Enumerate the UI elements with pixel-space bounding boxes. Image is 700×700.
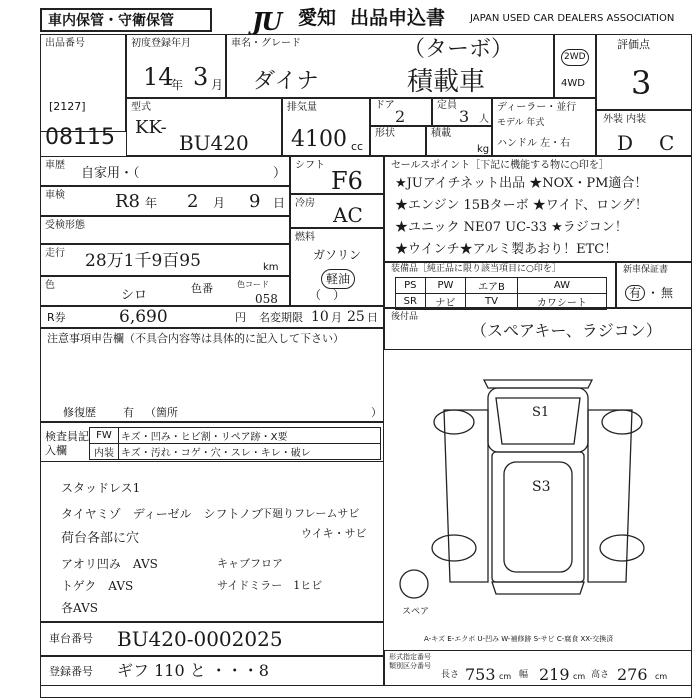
notes-box [40,328,384,422]
type-box [126,98,282,156]
capacity-box [432,98,492,126]
drive-box [554,34,596,98]
dimensions-box [384,650,692,686]
sales-point-line: ★エンジン 15Bターボ ★ワイド、ロング！ [395,198,648,213]
diagram-s3: S3 [532,479,551,495]
wheel-fr [602,410,642,434]
shift-value: F6 [331,167,363,195]
grade-note: （ターボ） [403,37,514,62]
shaken-era: R8 [115,191,141,212]
handle-label: ハンドル 左・右 [497,138,571,149]
equip-tv: TV [466,294,518,310]
inspector-note: 荷台各部に穴 [61,531,140,546]
warranty-sep: ・ [647,286,660,300]
car-name-box [226,34,554,98]
inspector-interior: 内装 [90,444,119,460]
shaken-year-unit: 年 [145,196,158,210]
shaken-box [40,186,290,216]
notes-label: 注意事項申告欄（不具合内容等は具体的に記入して下さい） [47,332,344,345]
fuel-paren: （ ） [309,288,346,302]
inspector-note-right: サイドミラー 1ヒビ [217,579,323,592]
right-side [588,410,632,582]
shape-box [370,126,426,156]
diagram-box [384,350,692,650]
color-code: 058 [255,292,278,306]
color-value: シロ [121,288,148,303]
color-code-label: 色コード [237,280,269,289]
inspector-note-right: キャブフロア [217,557,283,570]
cc-unit: cc [351,140,364,153]
chassis-value: BU420-0002025 [117,627,283,651]
person-unit: 人 [479,114,489,125]
registration-value: ギフ 110 と ・・・8 [117,661,269,680]
wheel-fl [434,410,474,434]
r-ticket-value: 6,690 [119,307,168,327]
kg-unit: kg [477,144,490,155]
inspector-note: トゲク AVS [61,579,134,593]
shaken-day-unit: 日 [273,196,286,210]
shift-box [290,156,384,194]
first-reg-year: 14 [143,63,174,91]
equip-airbag: エアB [466,278,518,294]
warranty-box [616,262,692,308]
car-name-label: 車名・グレード [231,38,301,49]
lot-bracket: [2127] [49,100,86,113]
height-value: 276 [617,665,648,684]
first-reg-month: 3 [193,63,209,91]
form-title: 出品申込書 [350,7,446,29]
capacity-value: 3 [459,107,470,126]
length-label: 長さ [441,670,460,680]
inspector-note: スタッドレス1 [61,481,141,495]
dealer-label: ディーラー・並行 [497,102,577,113]
lot-box [40,34,126,150]
shaken-month-unit: 月 [213,196,226,210]
inspect-type-label: 受検形態 [45,220,85,231]
name-change-month: 10 [311,309,329,325]
history-box [40,156,290,186]
width-label: 幅 [519,670,529,680]
fuel-label: 燃料 [295,232,315,243]
chassis-box [40,622,384,656]
name-change-month-unit: 月 [331,311,342,324]
shaken-label: 車検 [45,190,65,201]
inspector-notes-box [40,462,384,622]
mileage-box [40,244,290,276]
equipment-grid [395,277,607,310]
mileage-value: 28万1千9百95 [85,251,201,271]
ju-logo-text: JU [252,7,281,36]
front-bumper [484,380,592,388]
association-name: JAPAN USED CAR DEALERS ASSOCIATION [470,13,675,24]
length-value: 753 [465,665,496,684]
inspector-label: 検査員記入欄 [45,430,89,457]
ac-box [290,194,384,228]
mileage-label: 走行 [45,248,65,259]
door-label: ドア [375,100,395,111]
repair-place: （箇所 [145,406,178,419]
inspect-type-box [40,216,290,244]
year-unit: 年 [171,78,184,92]
equip-pw: PW [425,278,466,294]
type-code: BU420 [179,131,249,155]
repair-value: 有 [123,406,134,419]
diagram-spare: スペア [402,607,430,617]
displacement-value: 4100 [291,127,347,152]
type-prefix: KK- [135,117,167,138]
inspector-note-right: 下廻りフレームサビ [261,507,360,520]
ju-logo [252,7,298,36]
repair-close: ） [371,406,382,419]
inspector-box [40,422,384,462]
sales-point-line: ★ウインチ★アルミ製あおり！ETC！ [395,242,618,257]
ext-int-box [596,110,692,156]
spare-tire [400,570,428,598]
shaken-month: 2 [187,191,199,212]
aftermarket-value: （スペアキー、ラジコン） [471,321,662,340]
sales-point-line: ★JUアイチネット出品 ★NOX・PM適合！ [395,176,648,191]
diagram-legend: A-キズ E-エクボ U-凹み W-補修跡 S-サビ C-腐食 XX-交換済 [424,635,614,643]
wheel-rl [432,535,476,561]
name-change-label: 名変期限 [259,311,303,324]
warranty-no: 無 [661,286,674,300]
aftermarket-box [384,308,692,350]
capacity-label: 定員 [437,100,457,111]
r-ticket-label: R券 [47,311,66,324]
wheel-rr [600,535,644,561]
ext-int-label: 外装 内装 [603,114,647,125]
model-year-label: モデル 年式 [497,118,545,128]
first-reg-label: 初度登録年月 [131,38,191,49]
name-change-day-unit: 日 [367,311,378,324]
sales-point-line: ★ユニック NE07 UC-33 ★ラジコン！ [395,220,628,235]
chassis-label: 車台番号 [49,632,93,645]
score-label: 評価点 [617,38,650,51]
inspector-grid [89,427,381,460]
km-unit: km [263,262,279,273]
name-change-day: 25 [347,309,365,325]
registration-box [40,656,384,686]
equipment-title: 装備品［純正品に限り該当項目に○印を］ [391,264,561,274]
warranty-yes: 有 [625,285,645,301]
bed-outline [492,452,584,582]
inspector-interior-items: キズ・汚れ・コゲ・穴・スレ・キレ・破レ [119,444,381,460]
registration-label: 登録番号 [49,665,93,678]
load-label: 積載 [431,128,451,139]
r-ticket-yen: 円 [235,311,246,324]
door-box [370,98,432,126]
score-value: 3 [631,64,652,102]
score-box [596,34,692,110]
load-box [426,126,492,156]
equip-ps: PS [396,278,426,294]
displacement-box [282,98,370,156]
drive-4wd: 4WD [561,78,585,89]
equip-leather: カワシート [517,294,606,310]
color-label: 色 [45,280,55,291]
ext-score: D [617,131,634,155]
month-unit: 月 [211,78,224,92]
lot-label: 出品番号 [45,38,85,49]
history-label: 車歴 [45,160,65,171]
drive-2wd: 2WD [561,49,589,66]
rear-bumper [492,582,584,594]
dealer-box [492,98,596,156]
fuel-box [290,228,384,306]
ac-label: 冷房 [295,198,315,209]
color-box [40,276,290,306]
shift-label: シフト [295,160,325,171]
height-label: 高さ [591,670,610,680]
history-value: 自家用・（ [81,166,140,181]
grade: 積載車 [407,67,486,97]
inspector-fw: FW [90,428,119,444]
inspector-note: タイヤミゾ ディーゼル シフトノブ [61,507,263,521]
car-name: ダイナ [253,69,319,94]
color-no-label: 色番 [191,282,213,295]
width-unit: cm [573,672,586,681]
aftermarket-label: 後付品 [391,312,419,322]
cert-label: 形式指定番号 類別区分番号 [389,653,431,670]
equipment-box [384,262,616,308]
r-ticket-box [40,306,384,328]
storage-label: 車内保管・守衛保管 [48,13,174,29]
sales-points-title: セールスポイント［下記に機能する物に○印を］ [391,160,609,171]
length-unit: cm [499,672,512,681]
door-value: 2 [395,107,406,126]
warranty-label: 新車保証書 [623,265,669,275]
storage-box [40,8,212,32]
height-unit: cm [655,672,668,681]
lot-number: 08115 [45,125,115,150]
repair-label: 修復歴 [63,406,96,419]
shaken-day: 9 [249,191,261,212]
width-value: 219 [539,665,570,684]
diagram-s1: S1 [532,405,550,420]
equip-aw: AW [517,278,606,294]
int-score: C [659,131,675,155]
sales-points-box [384,156,692,262]
equip-navi: ナビ [425,294,466,310]
equip-sr: SR [396,294,426,310]
inspector-fw-items: キズ・凹み・ヒビ割・リペア跡・X要 [119,428,381,444]
first-reg-box [126,34,226,98]
left-side [444,410,488,582]
displacement-label: 排気量 [287,102,317,113]
inspector-note: アオリ凹み AVS [61,557,158,571]
fuel-value: ガソリン [313,248,362,262]
shape-label: 形状 [375,128,395,139]
org-name: 愛知 [298,7,337,29]
type-label: 型式 [131,102,151,113]
ac-value: AC [333,203,363,227]
inspector-note: 各AVS [61,601,98,615]
fuel-diesel: 軽油 [321,269,355,289]
inspector-note-right: ウイキ・サビ [301,527,367,540]
history-close: ） [273,166,287,181]
